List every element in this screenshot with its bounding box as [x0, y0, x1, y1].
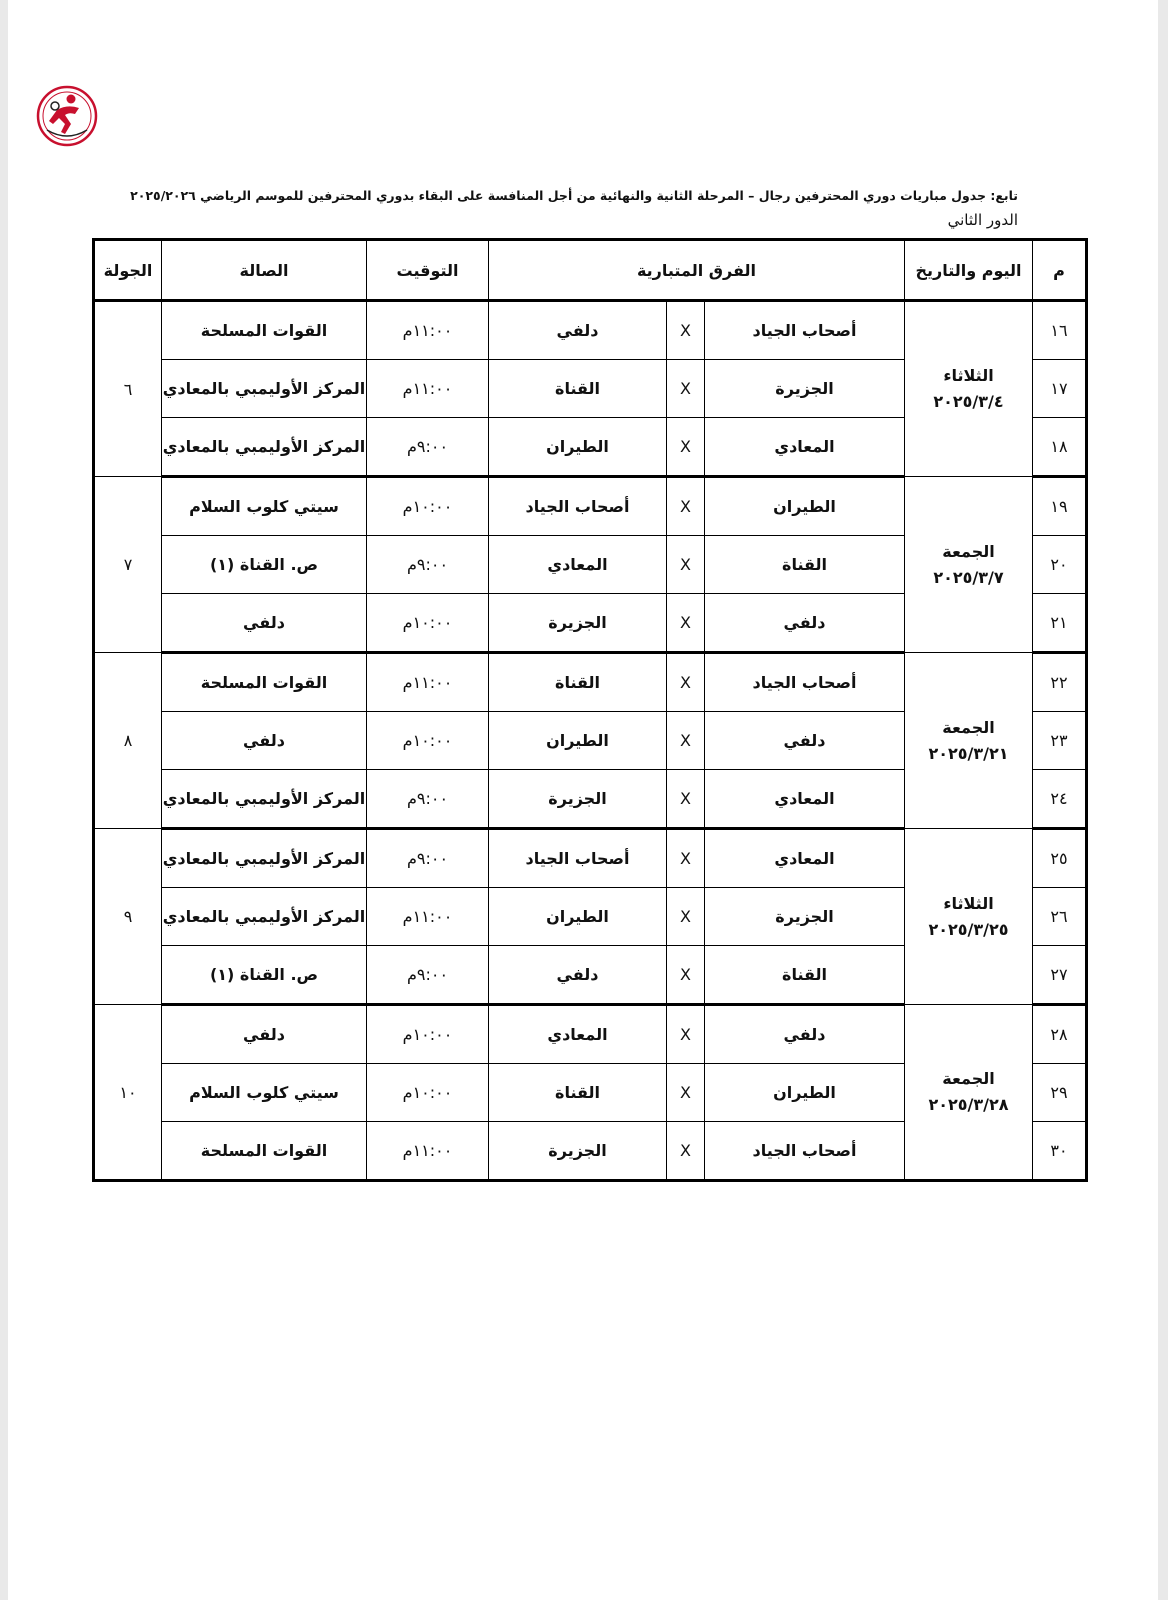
table-row: [94, 653, 1087, 712]
vs-mark: X: [667, 946, 705, 1005]
match-time: ١١:٠٠م: [367, 653, 489, 712]
col-header-time: التوقيت: [367, 240, 489, 301]
match-day: الجمعة: [942, 717, 995, 737]
vs-mark: X: [667, 1064, 705, 1122]
match-number: ٢٢: [1033, 653, 1087, 712]
match-hall: دلفي: [162, 594, 367, 653]
col-header-teams: الفرق المتبارية: [489, 240, 905, 301]
table-row: [94, 301, 1087, 360]
match-day: الجمعة: [942, 541, 995, 561]
away-team: دلفي: [489, 301, 667, 360]
match-day-cell: [905, 477, 1033, 653]
match-number: ٢٤: [1033, 770, 1087, 829]
away-team: المعادي: [489, 1005, 667, 1064]
match-number: ٢٣: [1033, 712, 1087, 770]
match-hall: المركز الأوليمبي بالمعادي: [162, 770, 367, 829]
match-time: ١٠:٠٠م: [367, 1005, 489, 1064]
match-number: ١٨: [1033, 418, 1087, 477]
vs-mark: X: [667, 594, 705, 653]
col-header-round: الجولة: [94, 240, 162, 301]
home-team: دلفي: [705, 712, 905, 770]
vs-mark: X: [667, 1122, 705, 1181]
home-team: أصحاب الجياد: [705, 653, 905, 712]
home-team: الطيران: [705, 477, 905, 536]
home-team: الطيران: [705, 1064, 905, 1122]
round-number: ٩: [94, 829, 162, 1005]
match-date: ٢٠٢٥/٣/٤: [933, 392, 1004, 411]
match-hall: دلفي: [162, 1005, 367, 1064]
away-team: القناة: [489, 653, 667, 712]
match-date: ٢٠٢٥/٣/٧: [933, 567, 1004, 587]
match-date: ٢٠٢٥/٣/٢٨: [928, 1095, 1009, 1114]
away-team: أصحاب الجياد: [489, 477, 667, 536]
round-number: ٨: [94, 653, 162, 829]
match-number: ٣٠: [1033, 1122, 1087, 1181]
match-time: ١٠:٠٠م: [367, 477, 489, 536]
home-team: أصحاب الجياد: [705, 1122, 905, 1181]
away-team: الطيران: [489, 712, 667, 770]
home-team: القناة: [705, 946, 905, 1005]
match-day: الثلاثاء: [943, 366, 994, 385]
match-day-cell: [905, 829, 1033, 1005]
match-hall: القوات المسلحة: [162, 301, 367, 360]
header-row: [94, 240, 1087, 301]
away-team: الجزيرة: [489, 1122, 667, 1181]
match-hall: ص. القناة (١): [162, 536, 367, 594]
match-number: ٢٥: [1033, 829, 1087, 888]
col-header-date: اليوم والتاريخ: [905, 240, 1033, 301]
vs-mark: X: [667, 653, 705, 712]
round-number: ٧: [94, 477, 162, 653]
match-hall: دلفي: [162, 712, 367, 770]
vs-mark: X: [667, 712, 705, 770]
match-number: ١٦: [1033, 301, 1087, 360]
home-team: الجزيرة: [705, 888, 905, 946]
away-team: المعادي: [489, 536, 667, 594]
col-header-num: م: [1033, 240, 1087, 301]
col-header-hall: الصالة: [162, 240, 367, 301]
match-hall: سيتي كلوب السلام: [162, 1064, 367, 1122]
table-row: [94, 829, 1087, 888]
match-day: الثلاثاء: [943, 893, 994, 913]
document-title: تابع: جدول مباريات دوري المحترفين رجال – المرحلة الثانية والنهائية من أجل المنافسة على البقاء بدوري المحترفين للموسم الرياضي ٢٠٢٥/٢٠٢٦: [130, 188, 1018, 203]
away-team: الطيران: [489, 888, 667, 946]
vs-mark: X: [667, 360, 705, 418]
home-team: دلفي: [705, 594, 905, 653]
match-number: ٢٧: [1033, 946, 1087, 1005]
match-hall: المركز الأوليمبي بالمعادي: [162, 360, 367, 418]
match-hall: سيتي كلوب السلام: [162, 477, 367, 536]
match-number: ٢٨: [1033, 1005, 1087, 1064]
away-team: القناة: [489, 1064, 667, 1122]
match-time: ١١:٠٠م: [367, 301, 489, 360]
match-hall: المركز الأوليمبي بالمعادي: [162, 829, 367, 888]
away-team: دلفي: [489, 946, 667, 1005]
match-time: ١١:٠٠م: [367, 888, 489, 946]
match-time: ١٠:٠٠م: [367, 1064, 489, 1122]
home-team: دلفي: [705, 1005, 905, 1064]
match-number: ٢٦: [1033, 888, 1087, 946]
federation-logo: [35, 84, 99, 148]
match-hall: القوات المسلحة: [162, 1122, 367, 1181]
match-number: ١٩: [1033, 477, 1087, 536]
home-team: الجزيرة: [705, 360, 905, 418]
match-hall: المركز الأوليمبي بالمعادي: [162, 888, 367, 946]
match-hall: ص. القناة (١): [162, 946, 367, 1005]
match-time: ٩:٠٠م: [367, 946, 489, 1005]
away-team: الجزيرة: [489, 770, 667, 829]
match-time: ١١:٠٠م: [367, 1122, 489, 1181]
match-number: ٢٠: [1033, 536, 1087, 594]
match-day-cell: [905, 1005, 1033, 1181]
document-subtitle: الدور الثاني: [947, 211, 1018, 229]
match-time: ١٠:٠٠م: [367, 712, 489, 770]
match-time: ٩:٠٠م: [367, 829, 489, 888]
home-team: القناة: [705, 536, 905, 594]
vs-mark: X: [667, 888, 705, 946]
match-number: ٢١: [1033, 594, 1087, 653]
home-team: المعادي: [705, 829, 905, 888]
home-team: المعادي: [705, 770, 905, 829]
vs-mark: X: [667, 829, 705, 888]
match-hall: المركز الأوليمبي بالمعادي: [162, 418, 367, 477]
away-team: الجزيرة: [489, 594, 667, 653]
vs-mark: X: [667, 301, 705, 360]
match-hall: القوات المسلحة: [162, 653, 367, 712]
away-team: القناة: [489, 360, 667, 418]
away-team: أصحاب الجياد: [489, 829, 667, 888]
match-time: ٩:٠٠م: [367, 536, 489, 594]
vs-mark: X: [667, 536, 705, 594]
vs-mark: X: [667, 477, 705, 536]
table-row: [94, 477, 1087, 536]
match-day: الجمعة: [942, 1069, 995, 1088]
match-date: ٢٠٢٥/٣/٢١: [928, 743, 1009, 763]
match-time: ١١:٠٠م: [367, 360, 489, 418]
match-time: ٩:٠٠م: [367, 770, 489, 829]
match-time: ٩:٠٠م: [367, 418, 489, 477]
schedule-table: [92, 238, 1088, 1182]
home-team: المعادي: [705, 418, 905, 477]
vs-mark: X: [667, 418, 705, 477]
table-row: [94, 1005, 1087, 1064]
home-team: أصحاب الجياد: [705, 301, 905, 360]
match-day-cell: [905, 653, 1033, 829]
match-number: ١٧: [1033, 360, 1087, 418]
away-team: الطيران: [489, 418, 667, 477]
match-number: ٢٩: [1033, 1064, 1087, 1122]
round-number: ٦: [94, 301, 162, 477]
vs-mark: X: [667, 770, 705, 829]
match-day-cell: [905, 301, 1033, 477]
vs-mark: X: [667, 1005, 705, 1064]
match-time: ١٠:٠٠م: [367, 594, 489, 653]
match-date: ٢٠٢٥/٣/٢٥: [928, 919, 1009, 939]
document-page: [8, 0, 1158, 1600]
round-number: ١٠: [94, 1005, 162, 1181]
